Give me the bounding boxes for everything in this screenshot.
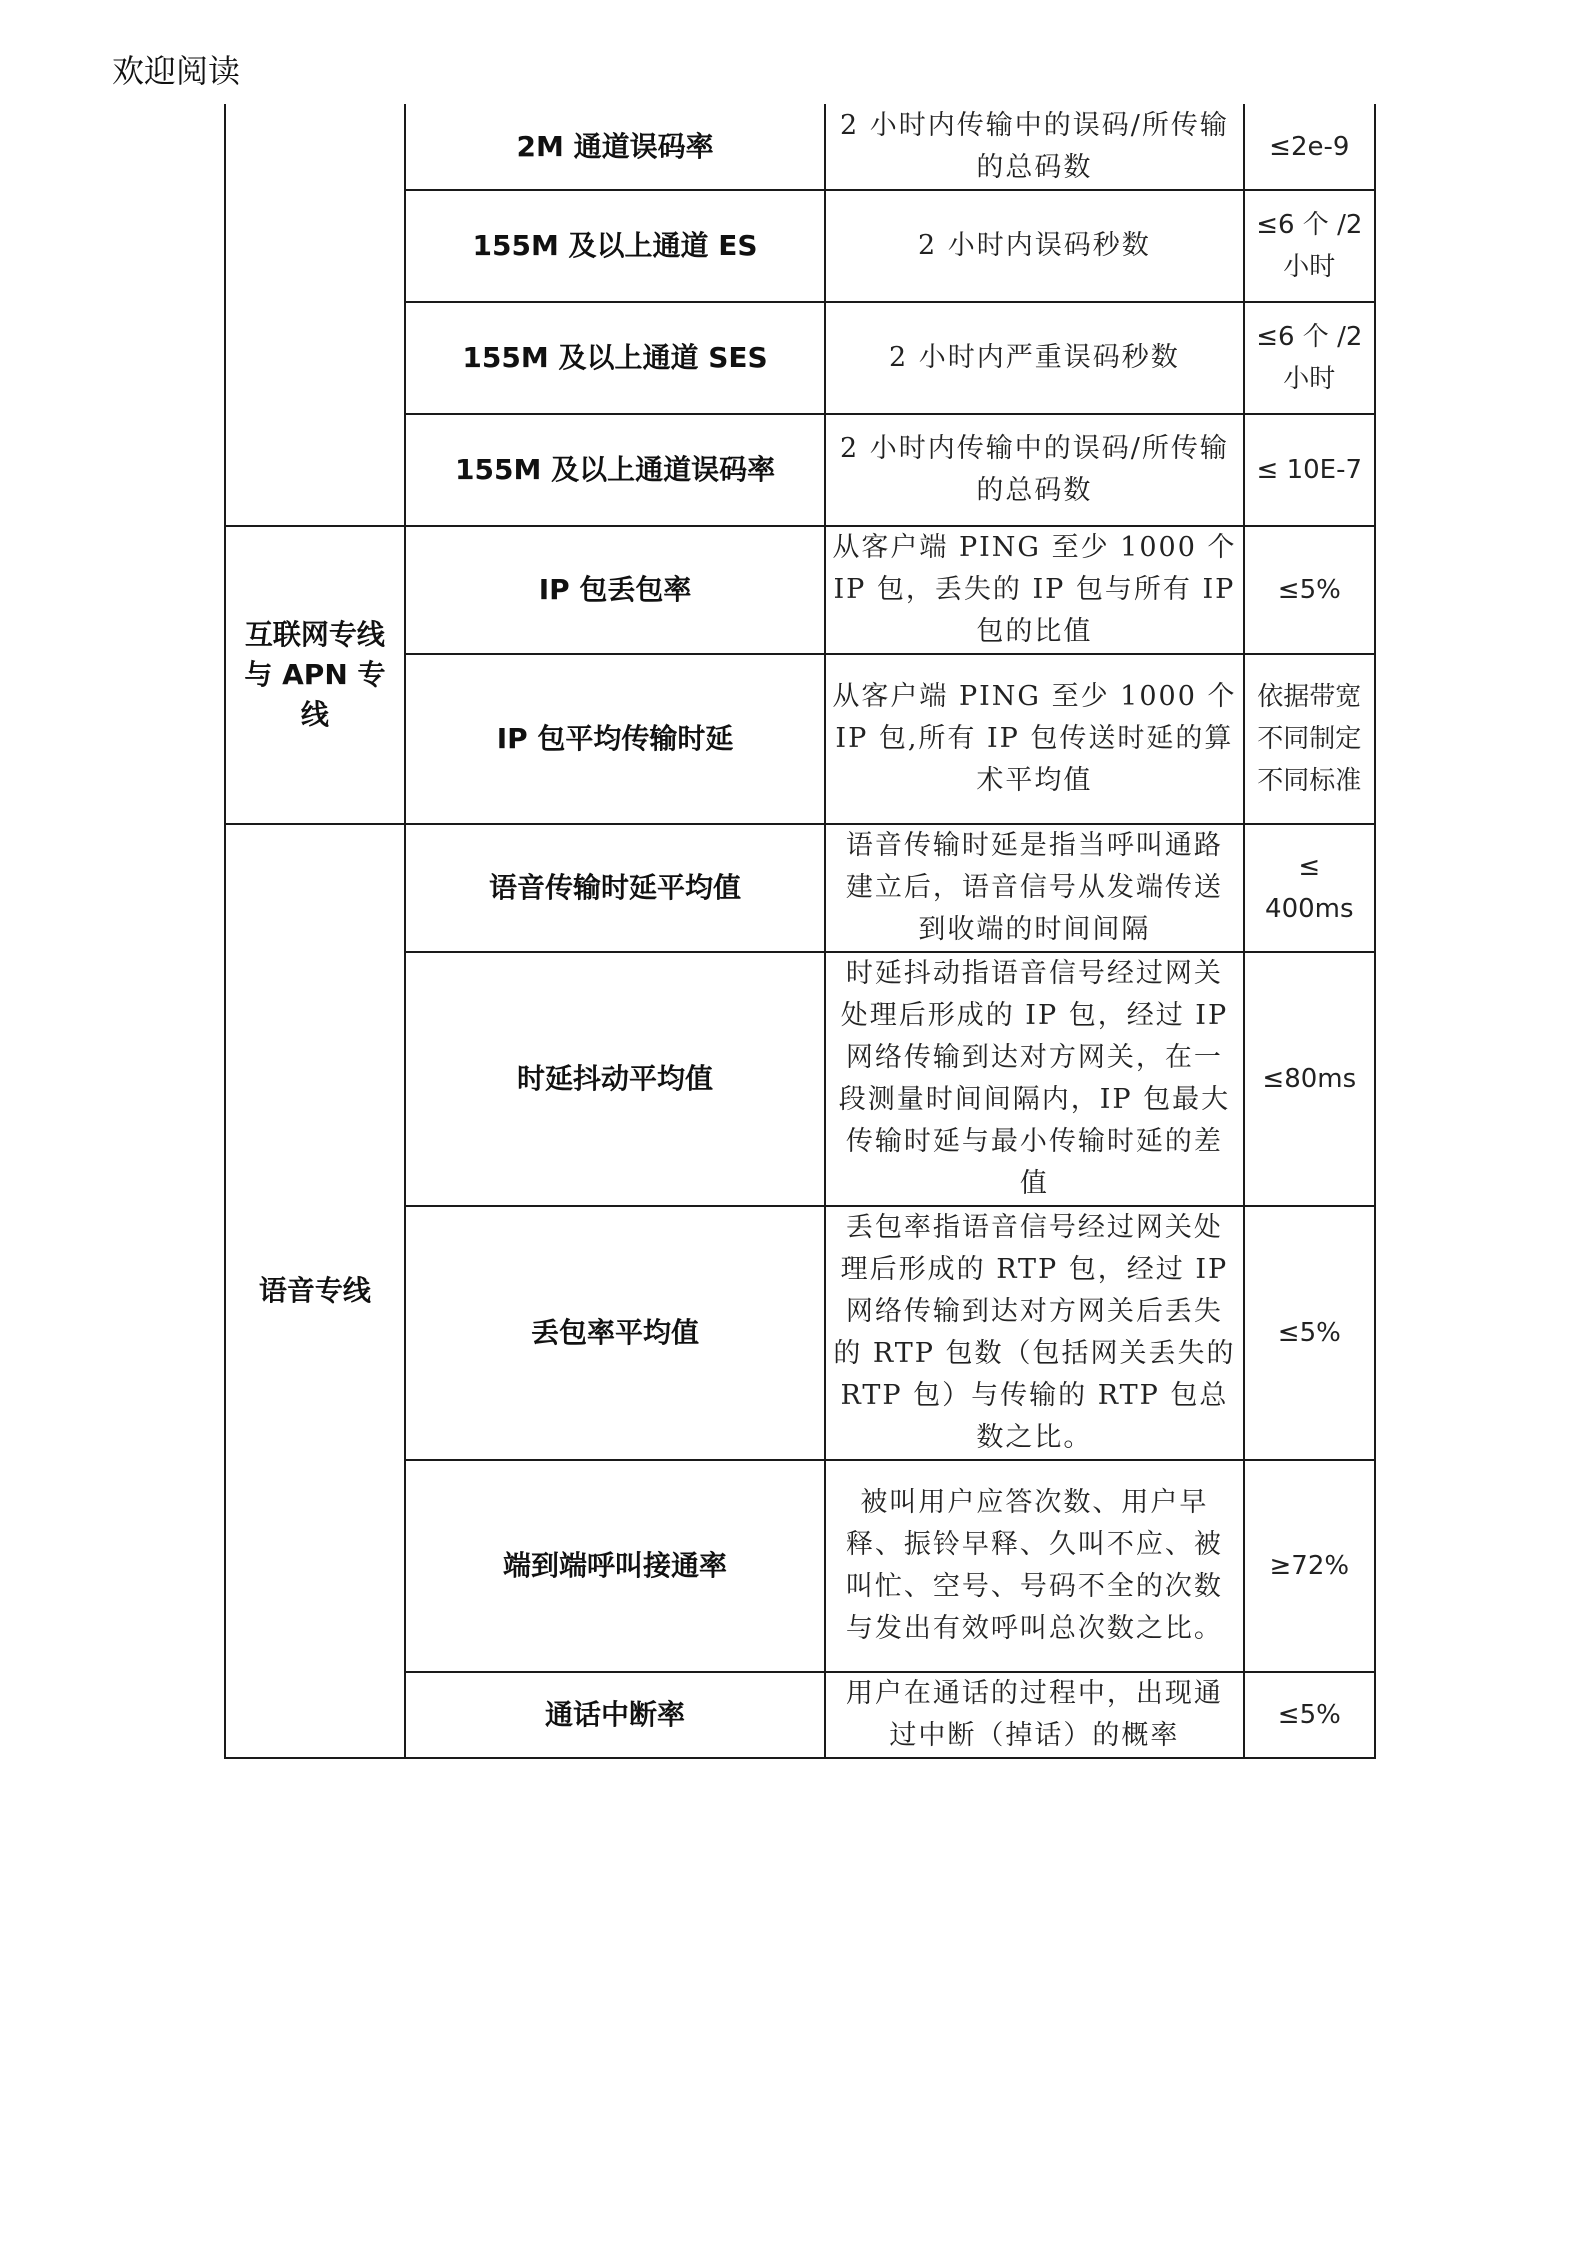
sla-table bbox=[224, 104, 1376, 1759]
metric-description: 2 小时内传输中的误码/所传输的总码数 bbox=[825, 414, 1243, 526]
metric-description: 从客户端 PING 至少 1000 个 IP 包,所有 IP 包传送时延的算术平均值 bbox=[825, 654, 1243, 824]
metric-value: ≤ 400ms bbox=[1244, 824, 1375, 952]
metric-name: 155M 及以上通道 ES bbox=[405, 190, 825, 302]
metric-name: IP 包丢包率 bbox=[405, 526, 825, 654]
metric-value: ≤2e-9 bbox=[1244, 104, 1375, 190]
table-row bbox=[225, 104, 1375, 190]
category-cell: 互联网专线与 APN 专线 bbox=[225, 526, 405, 824]
metric-description: 丢包率指语音信号经过网关处理后形成的 RTP 包，经过 IP 网络传输到达对方网关后丢失的 RTP 包数（包括网关丢失的 RTP 包）与传输的 RTP 包总数之比。 bbox=[825, 1206, 1243, 1460]
metric-value: ≤80ms bbox=[1244, 952, 1375, 1206]
metric-value: ≥72% bbox=[1244, 1460, 1375, 1672]
metric-name: 语音传输时延平均值 bbox=[405, 824, 825, 952]
metric-value: ≤6 个 /2 小时 bbox=[1244, 302, 1375, 414]
metric-name: 2M 通道误码率 bbox=[405, 104, 825, 190]
category-cell bbox=[225, 104, 405, 526]
metric-name: 155M 及以上通道误码率 bbox=[405, 414, 825, 526]
metric-value: 依据带宽不同制定不同标准 bbox=[1244, 654, 1375, 824]
metric-value: ≤5% bbox=[1244, 1206, 1375, 1460]
metric-name: 时延抖动平均值 bbox=[405, 952, 825, 1206]
metric-value: ≤ 10E-7 bbox=[1244, 414, 1375, 526]
metric-description: 时延抖动指语音信号经过网关处理后形成的 IP 包，经过 IP 网络传输到达对方网关，在一段测量时间间隔内，IP 包最大传输时延与最小传输时延的差值 bbox=[825, 952, 1243, 1206]
metric-description: 2 小时内传输中的误码/所传输的总码数 bbox=[825, 104, 1243, 190]
metric-description: 从客户端 PING 至少 1000 个 IP 包，丢失的 IP 包与所有 IP 包的比值 bbox=[825, 526, 1243, 654]
metric-value: ≤6 个 /2 小时 bbox=[1244, 190, 1375, 302]
metric-name: 端到端呼叫接通率 bbox=[405, 1460, 825, 1672]
metric-description: 语音传输时延是指当呼叫通路建立后，语音信号从发端传送到收端的时间间隔 bbox=[825, 824, 1243, 952]
metric-description: 被叫用户应答次数、用户早释、振铃早释、久叫不应、被叫忙、空号、号码不全的次数与发出有效呼叫总次数之比。 bbox=[825, 1460, 1243, 1672]
metric-name: 155M 及以上通道 SES bbox=[405, 302, 825, 414]
metric-description: 2 小时内严重误码秒数 bbox=[825, 302, 1243, 414]
metric-description: 用户在通话的过程中，出现通过中断（掉话）的概率 bbox=[825, 1672, 1243, 1758]
page-header: 欢迎阅读 bbox=[112, 52, 241, 90]
table-row bbox=[225, 526, 1375, 654]
category-cell: 语音专线 bbox=[225, 824, 405, 1758]
metric-name: 通话中断率 bbox=[405, 1672, 825, 1758]
metric-value: ≤5% bbox=[1244, 526, 1375, 654]
metric-description: 2 小时内误码秒数 bbox=[825, 190, 1243, 302]
metric-name: 丢包率平均值 bbox=[405, 1206, 825, 1460]
table-row bbox=[225, 824, 1375, 952]
metric-value: ≤5% bbox=[1244, 1672, 1375, 1758]
metric-name: IP 包平均传输时延 bbox=[405, 654, 825, 824]
